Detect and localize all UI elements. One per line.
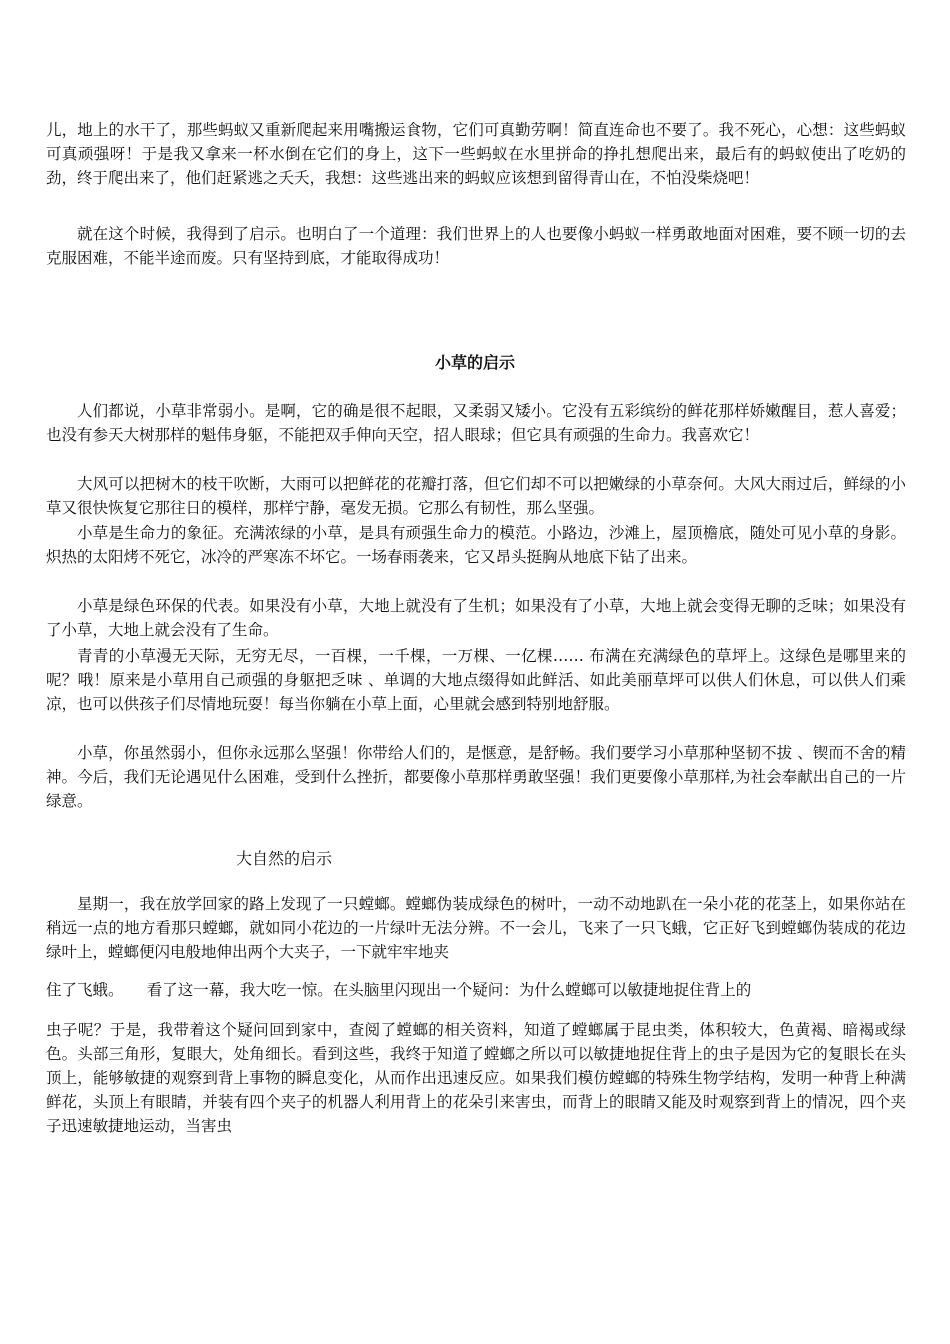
nature-paragraph-2: 住了飞蛾。 看了这一幕，我大吃一惊。在头脑里闪现出一个疑问：为什么螳螂可以敏捷地捉住背上的 <box>46 981 752 999</box>
ant-story-paragraph: 儿，地上的水干了，那些蚂蚁又重新爬起来用嘴搬运食物，它们可真勤劳啊！简直连命也不要了。我不死心，心想：这些蚂蚁可真顽强呀！于是我又拿来一杯水倒在它们的身上，这下一些蚂蚁在水里拼命的挣扎想爬出来，最后有的蚂蚁使出了吃奶的劲，终于爬出来了，他们赶紧逃之夭夭，我想：这些逃出来的蚂蚁应该想到留得青山在，不怕没柴烧吧！ <box>46 121 906 187</box>
grass-paragraph-5: 青青的小草漫无天际，无穷无尽，一百棵，一千棵，一万棵、一亿棵…… 布满在充满绿色的草坪上。这绿色是哪里来的呢？哦！原来是小草用自己顽强的身躯把乏味 、单调的大地点缀得如此鲜活、如此美丽草坪可以供人们休息，可以供人们乘凉，也可以供孩子们尽情地玩耍！每当你躺在小草上面，心里就会感到特别地舒服。 <box>46 647 906 713</box>
grass-paragraph-4: 小草是绿色环保的代表。如果没有小草，大地上就没有了生机；如果没有了小草，大地上就会变得无聊的乏味；如果没有了小草，大地上就会没有了生命。 <box>46 597 906 639</box>
nature-essay-title: 大自然的启示 <box>236 849 333 868</box>
nature-paragraph-3: 虫子呢？于是，我带着这个疑问回到家中，查阅了螳螂的相关资料，知道了螳螂属于昆虫类，体积较大，色黄褐、暗褐或绿色。头部三角形，复眼大，处角细长。看到这些，我终于知道了螳螂之所以可以敏捷地捉住背上的虫子是因为它的复眼长在头顶上，能够敏捷的观察到背上事物的瞬息变化，从而作出迅速反应。如果我们模仿螳螂的特殊生物学结构，发明一种背上种满鲜花，头顶上有眼睛，并装有四个夹子的机器人利用背上的花朵引来害虫，而背上的眼睛又能及时观察到背上的情况，四个夹子迅速敏捷地运动，当害虫 <box>46 1021 906 1135</box>
ant-story-conclusion-paragraph: 就在这个时候，我得到了启示。也明白了一个道理：我们世界上的人也要像小蚂蚁一样勇敢地面对困难，要不顾一切的去克服困难，不能半途而废。只有坚持到底，才能取得成功！ <box>46 225 906 267</box>
grass-paragraph-2: 大风可以把树木的枝干吹断，大雨可以把鲜花的花瓣打落，但它们却不可以把嫩绿的小草奈何。大风大雨过后，鲜绿的小草又很快恢复它那往日的模样，那样宁静，毫发无损。它那么有韧性，那么坚强。 <box>46 475 906 517</box>
grass-paragraph-3: 小草是生命力的象征。充满浓绿的小草，是具有顽强生命力的模范。小路边，沙滩上，屋顶檐底，随处可见小草的身影。炽热的太阳烤不死它，冰冷的严寒冻不坏它。一场春雨袭来，它又昂头挺胸从地底下钻了出来。 <box>46 524 906 566</box>
nature-paragraph-1: 星期一，我在放学回家的路上发现了一只螳螂。螳螂伪装成绿色的树叶，一动不动地趴在一朵小花的花茎上，如果你站在稍远一点的地方看那只螳螂，就如同小花边的一片绿叶无法分辨。不一会儿，飞来了一只飞蛾，它正好飞到螳螂伪装成的花边绿叶上，螳螂便闪电般地伸出两个大夹子，一下就牢牢地夹 <box>46 895 906 961</box>
grass-paragraph-6: 小草，你虽然弱小，但你永远那么坚强！你带给人们的，是惬意，是舒畅。我们要学习小草那种坚韧不拔 、锲而不舍的精神。今后，我们无论遇见什么困难，受到什么挫折，都要像小草那样勇敢坚强！我们更要像小草那样,为社会奉献出自己的一片绿意。 <box>46 744 906 810</box>
grass-essay-title: 小草的启示 <box>434 353 515 372</box>
grass-paragraph-1: 人们都说，小草非常弱小。是啊，它的确是很不起眼，又柔弱又矮小。它没有五彩缤纷的鲜花那样娇嫩醒目，惹人喜爱；也没有参天大树那样的魁伟身躯，不能把双手伸向天空，招人眼球；但它具有顽强的生命力。我喜欢它！ <box>46 402 906 444</box>
